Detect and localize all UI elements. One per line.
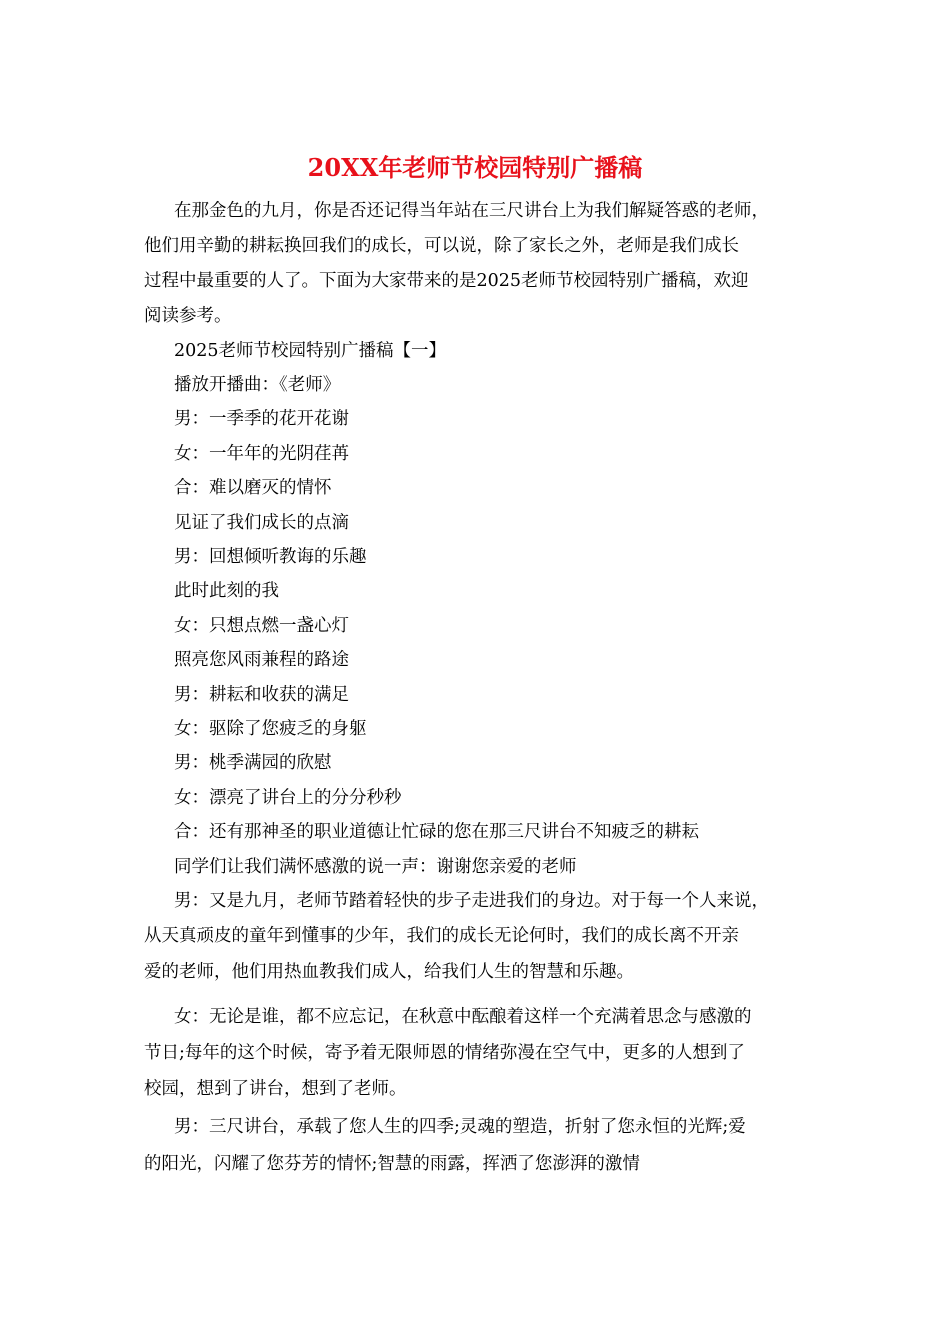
- script-line: 男：耕耘和收获的满足: [174, 685, 349, 705]
- script-line: 此时此刻的我: [174, 581, 279, 601]
- script-line: 女：一年年的光阴荏苒: [174, 444, 349, 464]
- script-line: 合：难以磨灭的情怀: [174, 478, 332, 498]
- paragraph-line: 节日;每年的这个时候，寄予着无限师恩的情绪弥漫在空气中，更多的人想到了: [144, 1043, 745, 1063]
- paragraph-line: 校园，想到了讲台，想到了老师。: [144, 1079, 407, 1099]
- script-line: 播放开播曲：《老师》: [174, 375, 341, 395]
- script-line: 女：驱除了您疲乏的身躯: [174, 719, 367, 739]
- script-line: 男：一季季的花开花谢: [174, 409, 349, 429]
- script-line: 照亮您风雨兼程的路途: [174, 650, 349, 670]
- intro-line: 阅读参考。: [144, 306, 232, 326]
- paragraph-line: 男：三尺讲台，承载了您人生的四季;灵魂的塑造，折射了您永恒的光辉;爱: [174, 1117, 746, 1137]
- intro-line: 他们用辛勤的耕耘换回我们的成长，可以说，除了家长之外，老师是我们成长: [144, 236, 739, 256]
- intro-line: 过程中最重要的人了。下面为大家带来的是2025老师节校园特别广播稿，欢迎: [144, 271, 749, 291]
- intro-line: 在那金色的九月，你是否还记得当年站在三尺讲台上为我们解疑答惑的老师，: [174, 201, 769, 221]
- script-line: 男：桃季满园的欣慰: [174, 753, 332, 773]
- paragraph-line: 的阳光，闪耀了您芬芳的情怀;智慧的雨露，挥洒了您澎湃的激情: [144, 1154, 640, 1174]
- section-heading: 2025老师节校园特别广播稿【一】: [174, 341, 447, 361]
- paragraph-line: 从天真顽皮的童年到懂事的少年，我们的成长无论何时，我们的成长离不开亲: [144, 926, 739, 946]
- script-line: 男：回想倾听教诲的乐趣: [174, 547, 367, 567]
- paragraph-line: 女：无论是谁，都不应忘记，在秋意中酝酿着这样一个充满着思念与感激的: [174, 1007, 752, 1027]
- script-line: 女：漂亮了讲台上的分分秒秒: [174, 788, 402, 808]
- script-line: 合：还有那神圣的职业道德让忙碌的您在那三尺讲台不知疲乏的耕耘: [174, 822, 699, 842]
- document-title: 20XX年老师节校园特别广播稿: [307, 153, 643, 182]
- paragraph-line: 男：又是九月，老师节踏着轻快的步子走进我们的身边。对于每一个人来说，: [174, 891, 769, 911]
- script-line: 同学们让我们满怀感激的说一声：谢谢您亲爱的老师: [174, 857, 577, 877]
- script-line: 见证了我们成长的点滴: [174, 513, 349, 533]
- paragraph-line: 爱的老师，他们用热血教我们成人，给我们人生的智慧和乐趣。: [144, 962, 634, 982]
- script-line: 女：只想点燃一盏心灯: [174, 616, 349, 636]
